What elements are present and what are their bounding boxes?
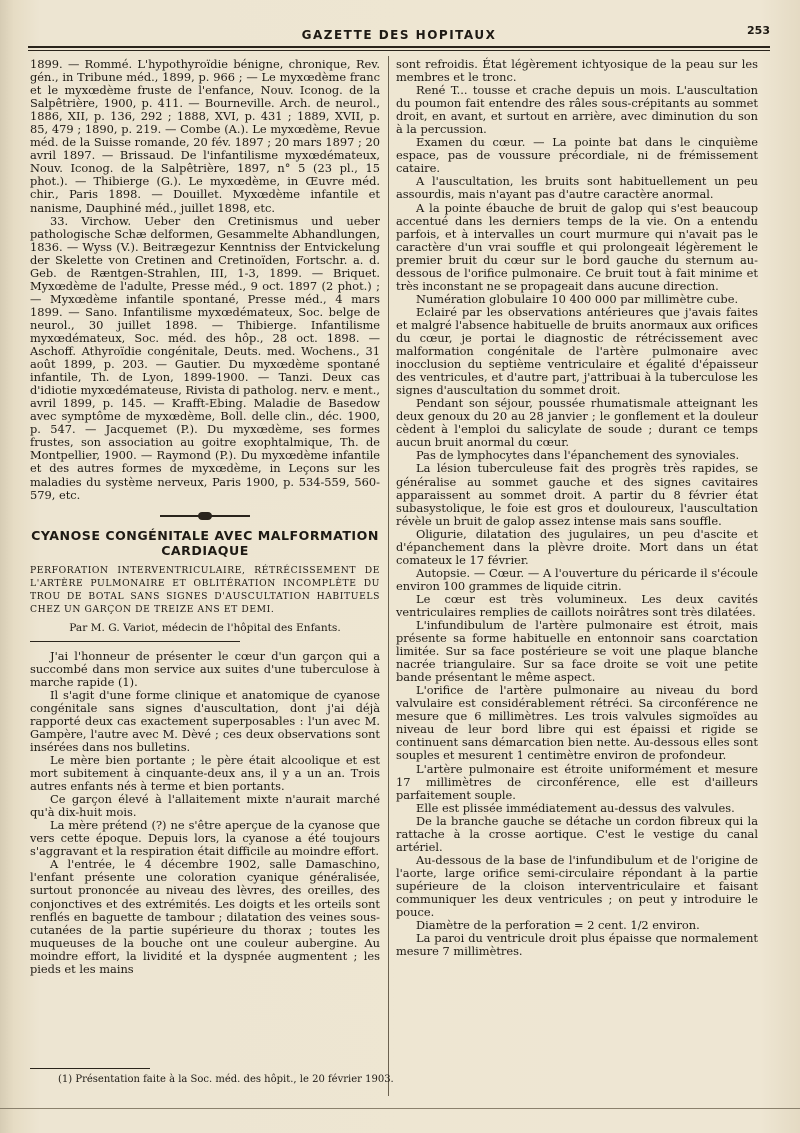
- body-paragraph: La mère prétend (?) ne s'être aperçue de la cyanose que vers cette époque. Depuis lors, la cyanose a été toujours s'aggravant et la respiration était difficile au moindre effort.: [30, 818, 380, 859]
- journal-title: GAZETTE DES HOPITAUX: [301, 28, 497, 42]
- body-paragraph: Pas de lymphocytes dans l'épanchement des synoviales.: [416, 448, 740, 463]
- page-header: [28, 24, 770, 46]
- right-column: [396, 58, 758, 958]
- body-paragraph: J'ai l'honneur de présenter le cœur d'un garçon qui a succombé dans mon service aux suites d'une tuberculose à marche rapide (1).: [30, 648, 380, 689]
- article-title: CYANOSE CONGÉNITALE AVEC MALFORMATION CARDIAQUE: [31, 527, 379, 558]
- page-number: 253: [747, 24, 770, 37]
- body-paragraph: L'orifice de l'artère pulmonaire au niveau du bord valvulaire est considérablement rétréci. Sa circonférence ne mesure que 6 millimètres. Les trois valvules sigmoïdes au niveau de leur bord libre qui est épaissi et rigide se continuent sans démarcation bien nette. Au-dessous elles sont souples et mesurent 1 centimètre environ de profondeur.: [396, 683, 758, 763]
- body-paragraph: Il s'agit d'une forme clinique et anatomique de cyanose congénitale sans signes d'auscultation, dont j'ai déjà rapporté deux cas exactement superposables : l'un avec M. Gampère, l'autre avec M. Dèvé ; ces deux observations sont insérées dans nos bulletins.: [30, 687, 380, 754]
- body-paragraph: Le cœur est très volumineux. Les deux cavités ventriculaires remplies de caillots noirâtres sont très dilatées.: [396, 591, 758, 619]
- body-paragraph: Diamètre de la perforation = 2 cent. 1/2 environ.: [416, 918, 700, 933]
- body-paragraph: A l'auscultation, les bruits sont habituellement un peu assourdis, mais n'ayant pas d'autre caractère anormal.: [396, 174, 758, 202]
- footnote: (1) Présentation faite à la Soc. méd. des hôpit., le 20 février 1903.: [58, 1074, 394, 1085]
- body-paragraph: L'infundibulum de l'artère pulmonaire est étroit, mais présente sa forme habituelle en entonnoir sans coarctation limitée. Sur sa face postérieure se voit une plaque blanche nacrée triangulaire. Sur sa face droite se voit une petite bande présentant le même aspect.: [396, 618, 758, 685]
- left-column: [30, 58, 380, 976]
- body-paragraph: René T... tousse et crache depuis un mois. L'auscultation du poumon fait entendre des râles sous-crépitants au sommet droit, en avant, et surtout en arrière, avec diminution du son à la percussion.: [396, 83, 758, 137]
- body-paragraph: A la pointe ébauche de bruit de galop qui s'est beaucoup accentué dans les derniers temps de la vie. On a entendu parfois, et à intervalles un court murmure qui n'avait pas le caractère d'un vrai souffle et qui prolongeait légèrement le premier bruit du cœur sur le bord gauche du sternum au-dessous de l'orifice pulmonaire. Ce bruit tout à fait minime et très inconstant ne se propageait dans aucune direction.: [396, 200, 758, 293]
- column-divider: [388, 56, 389, 1096]
- body-paragraph: Numération globulaire 10 400 000 par millimètre cube.: [416, 291, 739, 306]
- body-paragraph: sont refroidis. État légèrement ichtyosique de la peau sur les membres et le tronc.: [396, 57, 758, 85]
- article-subtitle: PERFORATION INTERVENTRICULAIRE, RÉTRÉCISSEMENT DE L'ARTÈRE PULMONAIRE ET OBLITÉRATION INCOMPLÈTE DU TROU DE BOTAL SANS SIGNES D'AUSCULTATION HABITUELS CHEZ UN GARÇON DE TREIZE ANS ET DEMI.: [30, 564, 380, 615]
- body-paragraph: Au-dessous de la base de l'infundibulum et de l'origine de l'aorte, large orifice semi-circulaire répondant à la partie supérieure de la cloison interventriculaire et faisant communiquer les deux ventricules ; on peut y introduire le pouce.: [396, 852, 758, 920]
- body-paragraph: A l'entrée, le 4 décembre 1902, salle Damaschino, l'enfant présente une coloration cyanique généralisée, surtout prononcée au niveau des lèvres, des oreilles, des conjonctives et des extrémités. Les doigts et les orteils sont renflés en baguette de tambour ; dilatation des veines sous-cutanées de la partie supérieure du thorax ; toutes les muqueuses de la bouche ont une couleur aubergine. Au moindre effort, la lividité et la dyspnée augmentent ; les pieds et les mains: [30, 857, 380, 976]
- body-paragraph: De la branche gauche se détache un cordon fibreux qui la rattache à la crosse aortique. C'est le vestige du canal artériel.: [396, 813, 758, 854]
- section-separator: [160, 512, 250, 520]
- header-rule-thin: [28, 50, 770, 51]
- body-paragraph: Oligurie, dilatation des jugulaires, un peu d'ascite et d'épanchement dans la plèvre droite. Mort dans un état comateux le 17 février.: [396, 526, 758, 567]
- author-rule: [30, 641, 240, 642]
- reference-paragraph: 1899. — Rommé. L'hypothyroïdie bénigne, chronique, Rev. gén., in Tribune méd., 1899, p. 966 ; — Le myxœdème franc et le myxœdème fruste de l'enfance, Nouv. Iconog. de la Salpêtrière, 1900, p. 411. — Bourneville. Arch. de neurol., 1886, XII, p. 136, 292 ; 1888, XVI, p. 431 ; 1889, XVII, p. 85, 479 ; 1890, p. 219. — Combe (A.). Le myxœdème, Revue méd. de la Suisse romande, 20 fév. 1897 ; 20 mars 1897 ; 20 avril 1897. — Brissaud. De l'infantilisme myxœdémateux, Nouv. Iconog. de la Salpêtrière, 1897, n° 5 (23 pl., 15 phot.). — Thibierge (G.). Le myxœdème, in Œuvre méd. chir., Paris 1898. — Douillet. Myxœdème infantile et nanisme, Dauphiné méd., juillet 1898, etc.: [30, 57, 380, 215]
- reference-paragraph: 33. Virchow. Ueber den Cretinismus und ueber pathologische Schæ delformen, Gesammelte Abhandlungen, 1836. — Wyss (V.). Beitrægezur Kenntniss der Entvickelung der Skelette von Cretinen and Cretinoïden, Fortschr. a. d. Geb. de Ræntgen-Strahlen, III, 1-3, 1899. — Briquet. Myxœdème de l'adulte, Presse méd., 9 oct. 1897 (2 phot.) ; — Myxœdème infantile spontané, Presse méd., 4 mars 1899. — Sano. Infantilisme myxœdémateux, Soc. belge de neurol., 30 juillet 1898. — Thibierge. Infantilisme myxœdémateux, Soc. méd. des hôp., 28 oct. 1898. — Aschoff. Athyroïdie congénitale, Deuts. med. Wochens., 31 août 1899, p. 203. — Gautier. Du myxœdème spontané infantile, Th. de Lyon, 1899-1900. — Tanzi. Deux cas d'idiotie myxœdémateuse, Rivista di patholog. nerv. e ment., avril 1899, p. 145. — Krafft-Ebing. Maladie de Basedow avec symptôme de myxœdème, Boll. delle clin., déc. 1900, p. 547. — Jacquemet (P.). Du myxœdème, ses formes frustes, son association au goitre exophtalmique, Th. de Montpellier, 1900. — Raymond (P.). Du myxœdème infantile et des autres formes de myxœdème, in Leçons sur les maladies du système nerveux, Paris 1900, p. 534-559, 560-579, etc.: [30, 213, 380, 502]
- ornament-icon: [198, 512, 212, 520]
- body-paragraph: Examen du cœur. — La pointe bat dans le cinquième espace, pas de voussure précordiale, ni de frémissement cataire.: [396, 135, 758, 176]
- header-rule: [28, 46, 770, 48]
- body-paragraph: Autopsie. — Cœur. — A l'ouverture du péricarde il s'écoule environ 100 grammes de liquide citrin.: [396, 565, 758, 593]
- body-paragraph: Eclairé par les observations antérieures que j'avais faites et malgré l'absence habituelle de bruits anormaux aux orifices du cœur, je portai le diagnostic de rétrécissement avec malformation congénitale de l'artère pulmonaire avec inocclusion du septième ventriculaire et égalité d'épaisseur des ventricules, et d'autre part, j'attribuai à la tuberculose les signes d'auscultation du sommet droit.: [396, 304, 758, 398]
- body-paragraph: Ce garçon élevé à l'allaitement mixte n'aurait marché qu'à dix-huit mois.: [30, 792, 380, 820]
- page-bottom-rule: [0, 1108, 800, 1109]
- body-paragraph: Elle est plissée immédiatement au-dessus des valvules.: [416, 800, 735, 815]
- body-paragraph: Le mère bien portante ; le père était alcoolique et est mort subitement à cinquante-deux ans, il y a un an. Trois autres enfants nés à terme et bien portants.: [30, 753, 380, 794]
- article-author: Par M. G. Variot, médecin de l'hôpital des Enfants.: [69, 621, 341, 634]
- body-paragraph: La lésion tuberculeuse fait des progrès très rapides, se généralise au sommet gauche et des signes cavitaires apparaissent au sommet droit. A partir du 8 février état subasystolique, le foie est gros et douloureux, l'auscultation révèle un bruit de galop assez intense mais sans souffle.: [396, 461, 758, 528]
- body-paragraph: L'artère pulmonaire est étroite uniformément et mesure 17 millimètres de circonférence, elle est d'ailleurs parfaitement souple.: [396, 761, 758, 802]
- body-paragraph: Pendant son séjour, poussée rhumatismale atteignant les deux genoux du 20 au 28 janvier ; le gonflement et la douleur cèdent à l'emploi du salicylate de soude ; durant ce temps aucun bruit anormal du cœur.: [396, 396, 758, 450]
- footnote-rule: [30, 1068, 150, 1069]
- body-paragraph: La paroi du ventricule droit plus épaisse que normalement mesure 7 millimètres.: [396, 931, 758, 959]
